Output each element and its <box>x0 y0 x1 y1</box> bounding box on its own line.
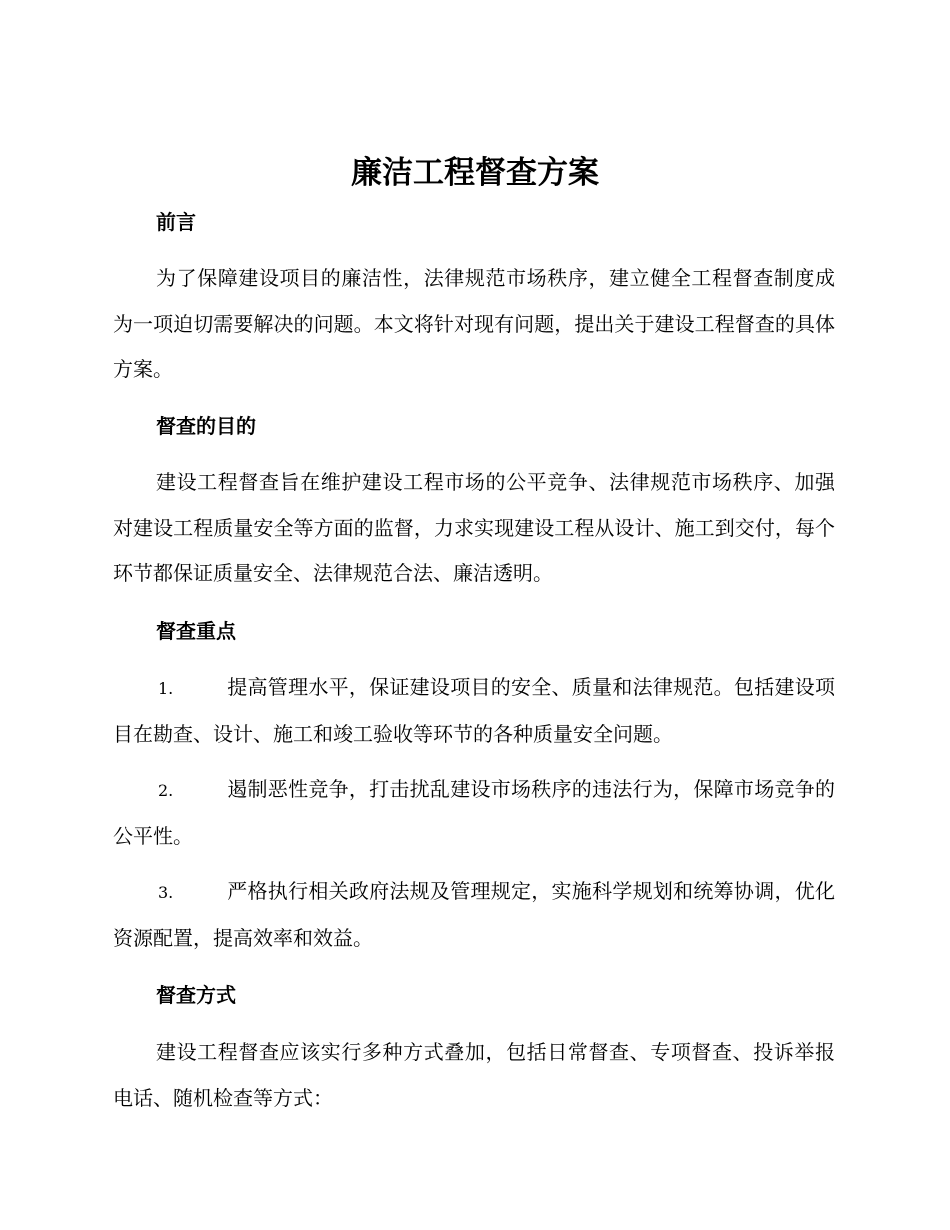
document-title: 廉洁工程督查方案 <box>351 155 599 191</box>
section-heading-purpose: 督查的目的 <box>156 414 256 438</box>
list-number: 2. <box>158 781 174 800</box>
section-heading-methods: 督查方式 <box>156 983 236 1007</box>
list-item-focus-1 <box>113 665 835 757</box>
paragraph-methods: 建设工程督查应该实行多种方式叠加，包括日常督查、专项督查、投诉举报电话、随机检查等方式： <box>113 1040 835 1110</box>
section-heading-preface: 前言 <box>156 210 196 234</box>
list-item-text: 遏制恶性竞争，打击扰乱建设市场秩序的违法行为，保障市场竞争的公平性。 <box>113 777 835 848</box>
paragraph-purpose: 建设工程督查旨在维护建设工程市场的公平竞争、法律规范市场秩序、加强对建设工程质量安全等方面的监督，力求实现建设工程从设计、施工到交付，每个环节都保证质量安全、法律规范合法、廉洁透明。 <box>113 470 835 585</box>
paragraph-preface: 为了保障建设项目的廉洁性，法律规范市场秩序，建立健全工程督查制度成为一项迫切需要解决的问题。本文将针对现有问题，提出关于建设工程督查的具体方案。 <box>113 266 835 381</box>
list-number: 1. <box>158 679 174 698</box>
list-item-text: 提高管理水平，保证建设项目的安全、质量和法律规范。包括建设项目在勘查、设计、施工和竣工验收等环节的各种质量安全问题。 <box>113 675 835 746</box>
list-number: 3. <box>158 883 174 902</box>
list-item-focus-2 <box>113 767 835 859</box>
list-item-focus-3 <box>113 869 835 961</box>
section-heading-focus: 督查重点 <box>156 619 236 643</box>
list-item-text: 严格执行相关政府法规及管理规定，实施科学规划和统筹协调，优化资源配置，提高效率和效益。 <box>113 879 835 950</box>
